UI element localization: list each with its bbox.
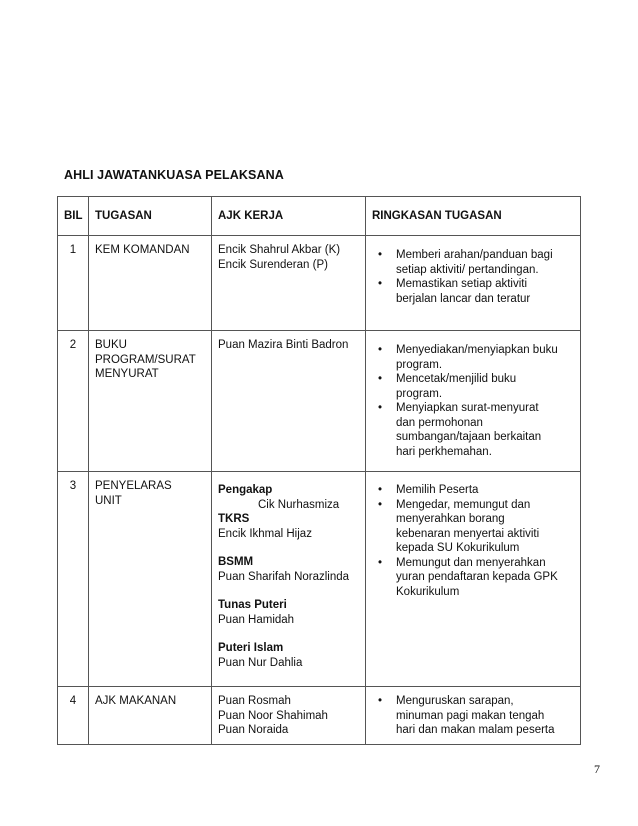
ringkasan-cell	[366, 331, 581, 472]
header-tugasan: TUGASAN	[89, 197, 212, 236]
committee-table	[57, 196, 581, 745]
header-ajk-kerja: AJK KERJA	[212, 197, 366, 236]
ajk-cell: Puan Mazira Binti Badron	[212, 331, 366, 472]
bullet-icon: •	[378, 249, 383, 261]
ajk-cell: Pengakap Cik Nurhasmiza TKRS Encik Ikhmal Hijaz BSMM Puan Sharifah Norazlinda Tunas Puteri Puan Hamidah Puteri Islam Puan Nur Dahlia	[212, 472, 366, 687]
table-row	[58, 472, 581, 687]
tugasan-cell: BUKU PROGRAM/SURAT MENYURAT	[89, 331, 212, 472]
list-item: • Mengedar, memungut dan menyerahkan borang kebenaran menyertai aktiviti kepada SU Kokurikulum	[378, 498, 540, 554]
table-row	[58, 236, 581, 331]
page-number: 7	[594, 762, 600, 776]
bullet-icon: •	[378, 556, 383, 569]
list-item: • Menyediakan/menyiapkan buku program.	[378, 344, 558, 371]
bullet-icon: •	[378, 344, 383, 356]
bil-cell: 2	[58, 331, 89, 472]
list-item: • Memastikan setiap aktiviti berjalan lancar dan teratur	[378, 278, 531, 305]
unit-label: Pengakap	[218, 484, 273, 496]
list-item: • Menguruskan sarapan, minuman pagi makan tengah hari dan makan malam peserta	[378, 695, 555, 736]
unit-label: Tunas Puteri	[218, 599, 287, 611]
bullet-icon: •	[378, 373, 383, 385]
unit-label: Puteri Islam	[218, 642, 284, 654]
unit-label: TKRS	[218, 513, 250, 525]
bullet-icon: •	[378, 695, 383, 707]
ringkasan-cell	[366, 472, 581, 687]
table-row	[58, 687, 581, 745]
tugasan-cell: PENYELARAS UNIT	[89, 472, 212, 687]
header-bil: BIL	[58, 197, 89, 236]
tugasan-cell: KEM KOMANDAN	[89, 236, 212, 331]
ringkasan-cell	[366, 687, 581, 745]
tugasan-cell: AJK MAKANAN	[89, 687, 212, 745]
ringkasan-cell	[366, 236, 581, 331]
table-row	[58, 331, 581, 472]
section-title: AHLI JAWATANKUASA PELAKSANA	[64, 168, 284, 182]
bullet-icon: •	[378, 484, 383, 496]
unit-label: BSMM	[218, 556, 254, 568]
ajk-cell: Encik Shahrul Akbar (K) Encik Surenderan (P)	[212, 236, 366, 331]
list-item: • Memilih Peserta	[378, 484, 479, 496]
list-item: • Menyiapkan surat-menyurat dan permohonan sumbangan/tajaan berkaitan hari perkhemahan.	[378, 402, 542, 458]
bullet-icon: •	[378, 278, 383, 290]
bullet-icon: •	[378, 402, 383, 414]
bil-cell: 1	[58, 236, 89, 331]
list-item: • Memberi arahan/panduan bagi setiap aktiviti/ pertandingan.	[378, 249, 553, 276]
bil-cell: 4	[58, 687, 89, 745]
table-header-row	[58, 197, 581, 236]
list-item: • Mencetak/menjilid buku program.	[378, 373, 517, 400]
list-item: • Memungut dan menyerahkan yuran pendaftaran kepada GPK Kokurikulum	[378, 556, 558, 598]
bullet-icon: •	[378, 498, 383, 511]
bil-cell: 3	[58, 472, 89, 687]
ajk-cell: Puan Rosmah Puan Noor Shahimah Puan Noraida	[212, 687, 366, 745]
header-ringkasan-tugasan: RINGKASAN TUGASAN	[366, 197, 581, 236]
